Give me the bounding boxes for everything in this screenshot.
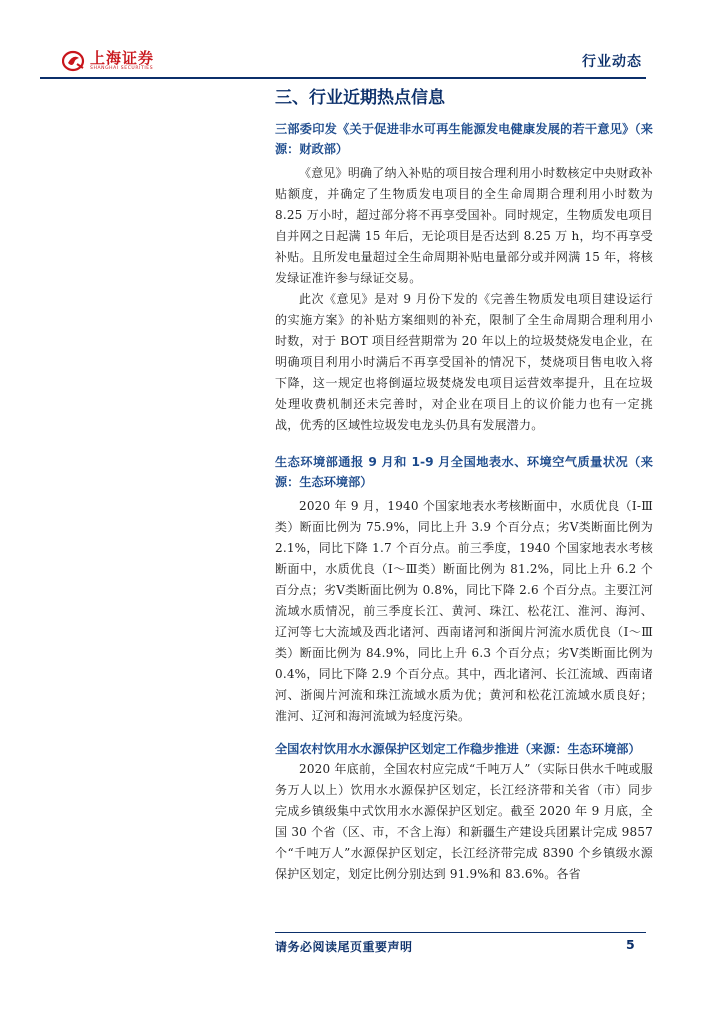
news-paragraph: 《意见》明确了纳入补贴的项目按合理利用小时数核定中央财政补贴额度，并确定了生物质发电项目的全生命周期合理利用小时数为 8.25 万小时，超过部分将不再享受国补。同时规定，生物质发电项目自并网之日起满 15 年后，无论项目是否达到 8.25 万 h，均不再享受补贴。且所发电量超过全生命周期补贴电量部分或并网满 15 年，将核发绿证准许参与绿证交易。 xyxy=(275,166,653,285)
page-header xyxy=(40,40,646,80)
news-paragraph: 2020 年 9 月，1940 个国家地表水考核断面中，水质优良（Ⅰ-Ⅲ类）断面比例为 75.9%，同比上升 3.9 个百分点；劣Ⅴ类断面比例为 2.1%，同比下降 1.7 个百分点。前三季度，1940 个国家地表水考核断面中，水质优良（Ⅰ～Ⅲ类）断面比例为 81.2%，同比上升 6.2 个百分点；劣Ⅴ类断面比例为 0.8%，同比下降 2.6 个百分点。主要江河流域水质情况，前三季度长江、黄河、珠江、松花江、淮河、海河、辽河等七大流域及西北诸河、西南诸河和浙闽片河流水质优良（Ⅰ～Ⅲ类）断面比例为 84.9%，同比上升 6.3 个百分点；劣Ⅴ类断面比例为 0.4%，同比下降 2.9 个百分点。其中，西北诸河、长江流域、西南诸河、浙闽片河流和珠江流域水质为优；黄河和松花江流域水质良好；淮河、辽河和海河流域为轻度污染。 xyxy=(275,499,653,723)
news-item-2 xyxy=(275,452,653,727)
header-divider xyxy=(40,77,646,79)
news-item-1 xyxy=(275,119,653,436)
logo-english-name: SHANGHAI SECURITIES xyxy=(90,66,154,71)
page-number: 5 xyxy=(626,937,635,952)
news-paragraph: 此次《意见》是对 9 月份下发的《完善生物质发电项目建设运行的实施方案》的补贴方案细则的补充，限制了全生命周期合理利用小时数，对于 BOT 项目经营期常为 20 年以上的垃圾焚烧发电企业，在明确项目利用小时满后不再享受国补的情况下，焚烧项目售电收入将下降，这一规定也将倒逼垃圾焚烧发电项目运营效率提升，且在垃圾处理收费机制还未完善时，对企业在项目上的议价能力也有一定挑战，优秀的区域性垃圾发电龙头仍具有发展潜力。 xyxy=(275,292,653,432)
news-item-3 xyxy=(275,739,653,885)
company-logo xyxy=(62,50,154,72)
news-title: 全国农村饮用水水源保护区划定工作稳步推进（来源：生态环境部） xyxy=(275,742,641,756)
news-paragraph: 2020 年底前，全国农村应完成“千吨万人”（实际日供水千吨或服务万人以上）饮用水水源保护区划定，长江经济带和关省（市）同步完成乡镇级集中式饮用水水源保护区划定。截至 2020 年 9 月底，全国 30 个省（区、市，不含上海）和新疆生产建设兵团累计完成 9857 个“千吨万人”水源保护区划定，长江经济带完成 8390 个乡镇级水源保护区划定，划定比例分别达到 91.9%和 83.6%。各省 xyxy=(275,762,653,881)
section-title: 三、行业近期热点信息 xyxy=(275,88,445,108)
main-content xyxy=(275,86,653,885)
document-type-label: 行业动态 xyxy=(582,54,642,70)
footer-divider xyxy=(275,932,646,933)
news-title: 三部委印发《关于促进非水可再生能源发电健康发展的若干意见》（来源：财政部） xyxy=(275,122,653,156)
news-title: 生态环境部通报 9 月和 1-9 月全国地表水、环境空气质量状况（来源：生态环境部） xyxy=(275,455,653,489)
logo-chinese-name: 上海证券 xyxy=(90,49,155,67)
footer-disclaimer: 请务必阅读尾页重要声明 xyxy=(275,940,413,954)
shanghai-securities-logo-icon xyxy=(62,50,86,72)
